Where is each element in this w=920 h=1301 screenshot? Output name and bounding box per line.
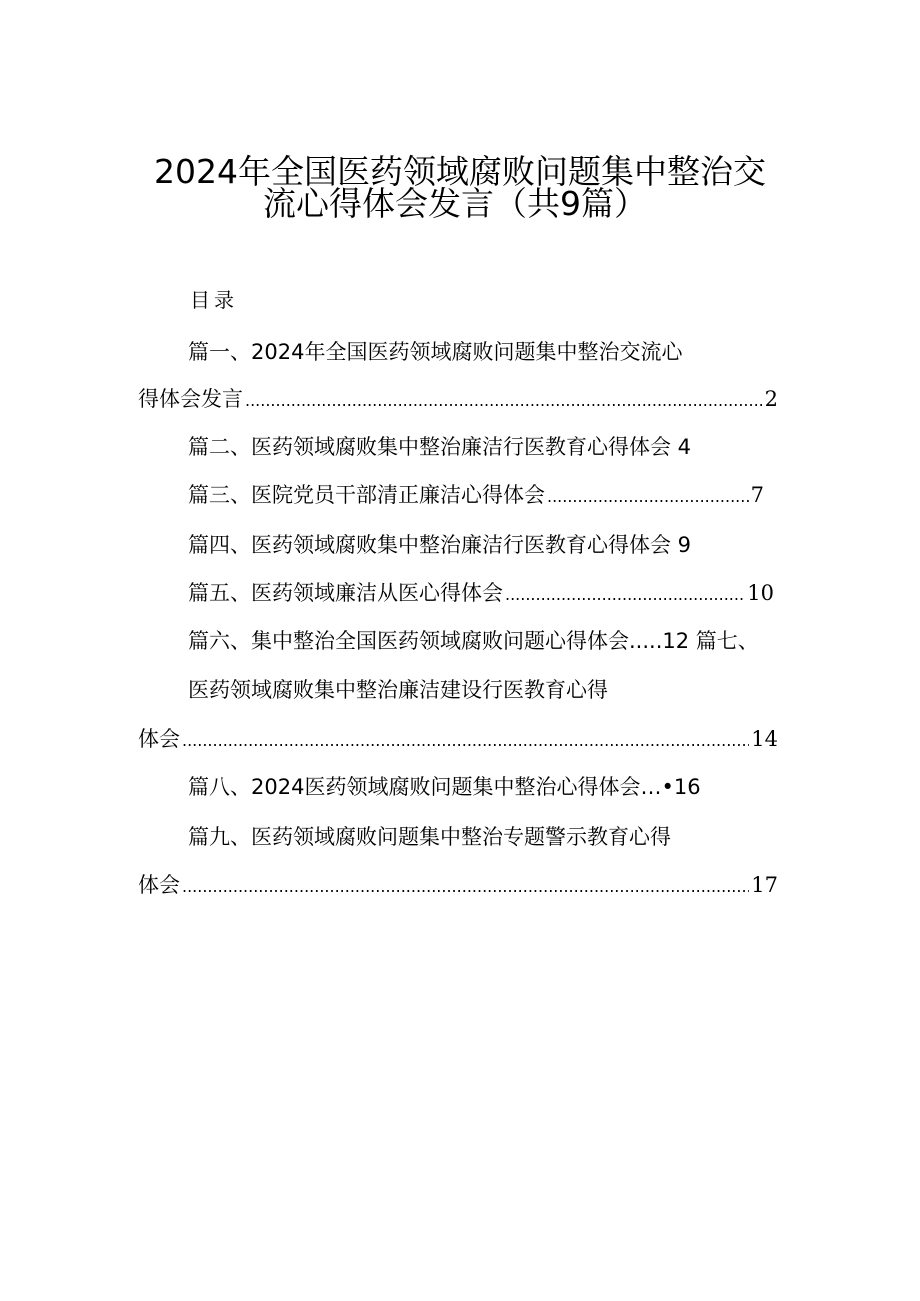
toc-leader-dots [245,386,763,416]
toc-entry-5-title: 篇五、医药领域廉洁从医心得体会 [188,581,503,605]
toc-entry-5[interactable] [188,578,774,610]
document-title-line-2: 流心得体会发言（共9篇） [263,184,647,223]
toc-leader-dots [182,872,749,902]
toc-entry-7-line-2[interactable] [138,724,778,756]
toc-entry-7-page: 14 [751,727,778,751]
toc-entry-9-line-1[interactable]: 篇九、医药领域腐败问题集中整治专题警示教育心得 [188,825,671,849]
toc-entry-1-line-1[interactable]: 篇一、2024年全国医药领域腐败问题集中整治交流心 [188,340,683,364]
toc-heading: 目录 [190,288,238,312]
toc-entry-1-page: 2 [764,387,778,411]
toc-entry-3[interactable] [188,480,764,512]
toc-entry-7-line-1[interactable]: 医药领域腐败集中整治廉洁建设行医教育心得 [188,678,608,702]
toc-entry-8[interactable]: 篇八、2024医药领域腐败问题集中整治心得体会…•16 [188,775,701,799]
toc-entry-3-title: 篇三、医院党员干部清正廉洁心得体会 [188,483,545,507]
toc-leader-dots [547,482,749,512]
toc-entry-1-line-2[interactable] [138,384,778,416]
toc-leader-dots [505,580,745,610]
toc-entry-1-title-tail: 得体会发言 [138,387,243,411]
toc-entry-5-page: 10 [747,581,774,605]
toc-entry-9-line-2[interactable] [138,870,778,902]
toc-entry-4[interactable]: 篇四、医药领域腐败集中整治廉洁行医教育心得体会 9 [188,533,692,557]
document-title-line-1: 2024年全国医药领域腐败问题集中整治交 [154,152,766,191]
toc-entry-9-title-tail: 体会 [138,873,180,897]
toc-entry-7-title-tail: 体会 [138,727,180,751]
toc-entry-2[interactable]: 篇二、医药领域腐败集中整治廉洁行医教育心得体会 4 [188,435,692,459]
toc-leader-dots [182,726,749,756]
toc-entry-6[interactable]: 篇六、集中整治全国医药领域腐败问题心得体会.....12 篇七、 [188,629,759,653]
toc-entry-3-page: 7 [750,483,764,507]
toc-entry-9-page: 17 [751,873,778,897]
